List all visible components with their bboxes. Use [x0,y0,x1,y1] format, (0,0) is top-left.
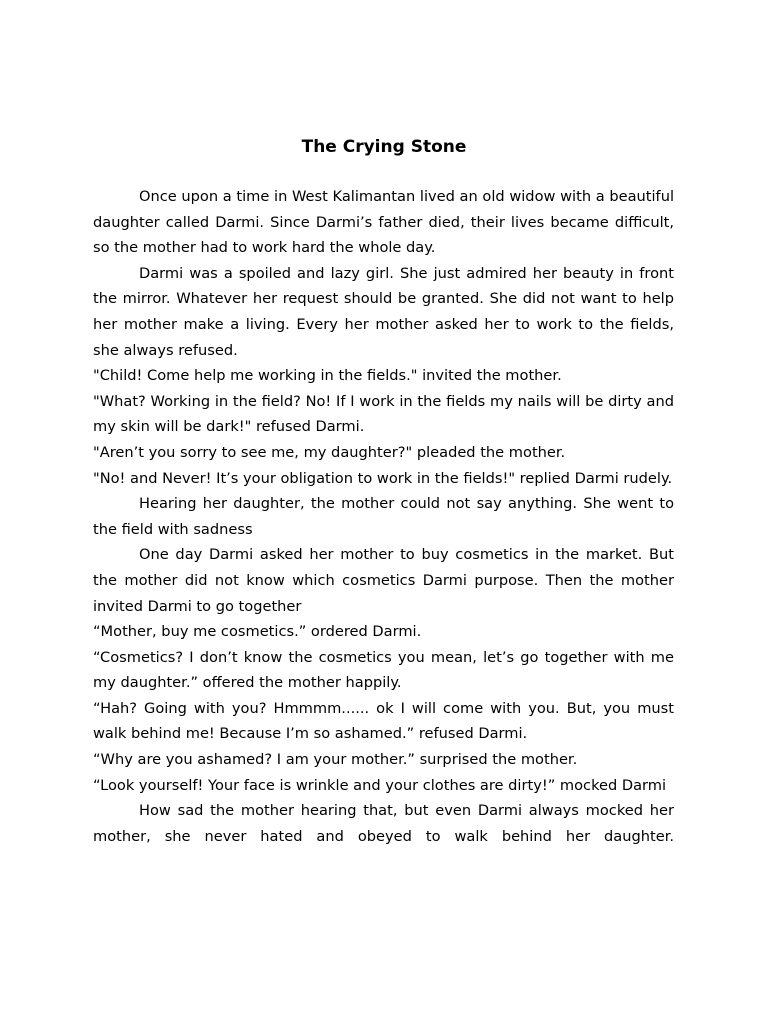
document-title: The Crying Stone [301,137,467,157]
dialogue-line: "Aren’t you sorry to see me, my daughter?" pleaded the mother. [93,443,566,461]
dialogue-line: “Cosmetics? I don’t know the cosmetics you mean, let’s go together with me my daughter.” offered the mother happily. [93,648,674,692]
dialogue-line: “Mother, buy me cosmetics.” ordered Darmi. [93,623,422,641]
paragraph: Darmi was a spoiled and lazy girl. She just admired her beauty in front the mirror. Whatever her request should be granted. She did not want to help her mother make a living. Every her mother asked her to work to the fields, she always refused. [93,264,674,359]
dialogue-line: “Why are you ashamed? I am your mother.” surprised the mother. [93,751,578,769]
dialogue-line: “Look yourself! Your face is wrinkle and your clothes are dirty!” mocked Darmi [93,776,667,794]
paragraph: One day Darmi asked her mother to buy cosmetics in the market. But the mother did not know which cosmetics Darmi purpose. Then the mother invited Darmi to go together [93,546,674,615]
dialogue-line: "What? Working in the field? No! If I work in the fields my nails will be dirty and my skin will be dark!" refused Darmi. [93,392,674,436]
document-body [93,184,674,849]
dialogue-line: "No! and Never! It’s your obligation to work in the fields!" replied Darmi rudely. [93,469,673,487]
paragraph: Once upon a time in West Kalimantan lived an old widow with a beautiful daughter called Darmi. Since Darmi’s father died, their lives became difficult, so the mother had to work hard the whole day. [93,188,674,257]
dialogue-line: "Child! Come help me working in the fields." invited the mother. [93,367,562,385]
paragraph: How sad the mother hearing that, but even Darmi always mocked her mother, she never hated and obeyed to walk behind her daughter. [93,802,674,845]
paragraph: Hearing her daughter, the mother could not say anything. She went to the field with sadness [93,495,674,538]
dialogue-line: “Hah? Going with you? Hmmmm...... ok I will come with you. But, you must walk behind me! Because I’m so ashamed.” refused Darmi. [93,699,674,743]
